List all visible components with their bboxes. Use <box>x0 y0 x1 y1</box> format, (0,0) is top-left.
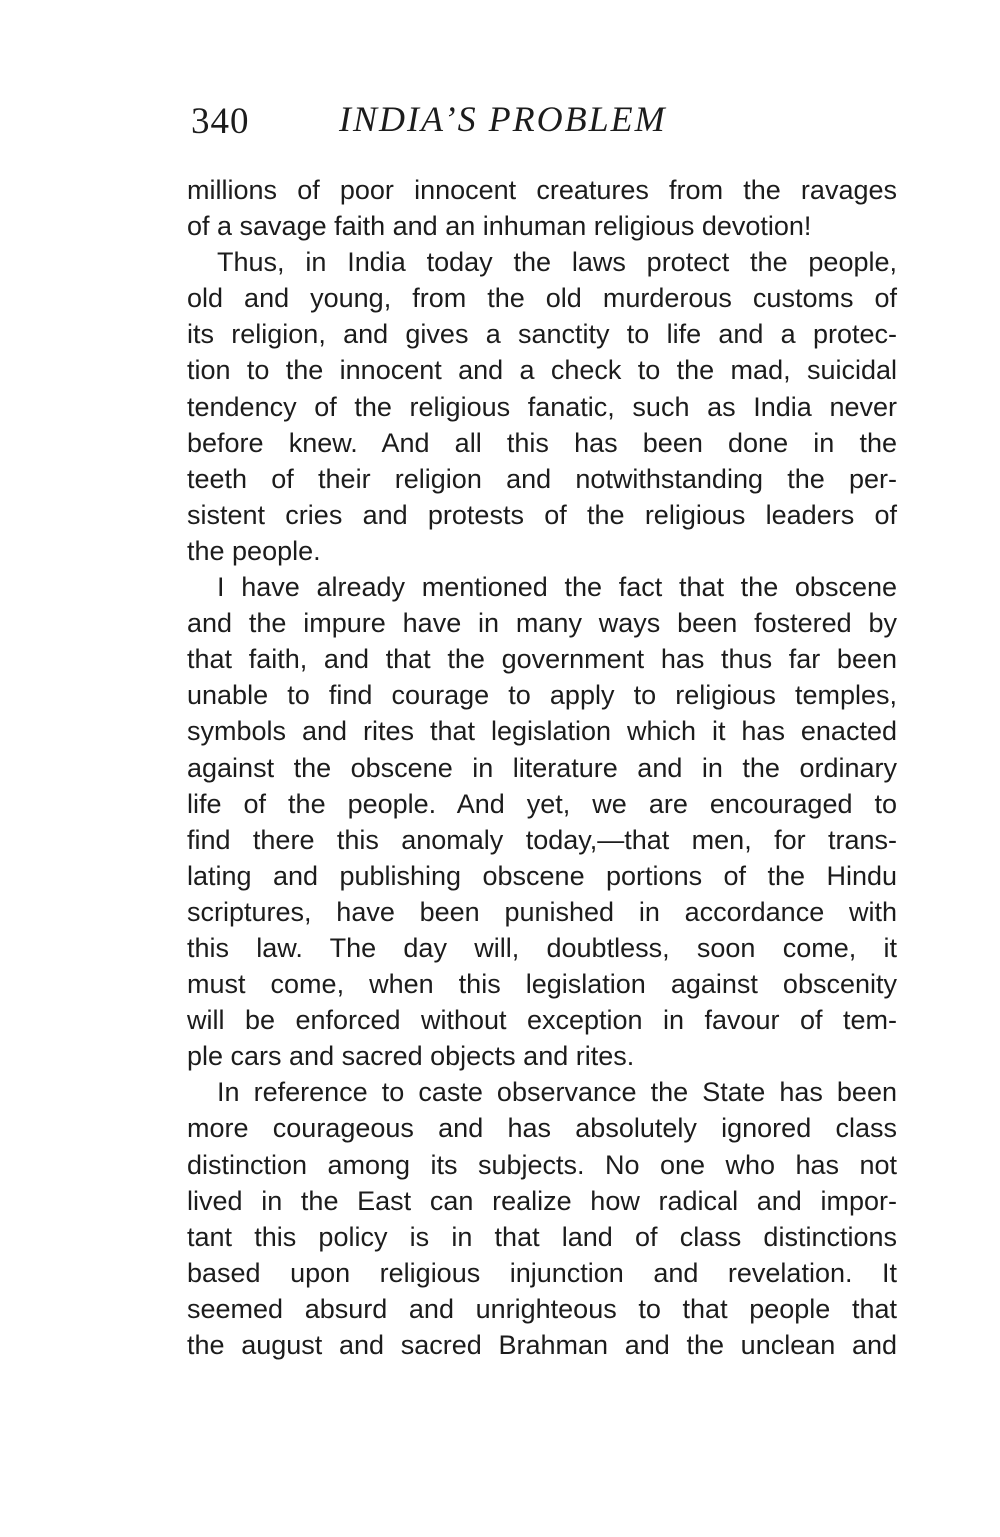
text-line: the august and sacred Brahman and the unclean and <box>187 1330 897 1360</box>
text-line: scriptures, have been punished in accordance with <box>187 896 897 927</box>
text-line: tant this policy is in that land of class distinctions <box>187 1221 897 1252</box>
paragraph-4 <box>187 1074 897 1363</box>
text-line: sistent cries and protests of the religious leaders of <box>187 499 897 530</box>
text-line: and the impure have in many ways been fostered by <box>187 608 897 639</box>
text-line: will be enforced without exception in favour of tem- <box>187 1005 897 1036</box>
paragraph-2 <box>187 244 897 569</box>
text-line: symbols and rites that legislation which it has enacted <box>187 716 897 747</box>
running-title: INDIA’S PROBLEM <box>339 99 667 139</box>
text-line: more courageous and has absolutely ignored class <box>187 1113 897 1144</box>
page-number: 340 <box>191 101 250 142</box>
text-line: unable to find courage to apply to religious temples, <box>187 680 897 711</box>
text-line: against the obscene in literature and in the ordinary <box>187 752 897 783</box>
text-line: distinction among its subjects. No one who has not <box>187 1149 897 1180</box>
text-line: of a savage faith and an inhuman religious devotion! <box>187 211 812 242</box>
text-line: lating and publishing obscene portions of the Hindu <box>187 860 897 891</box>
text-line: I have already mentioned the fact that the obscene <box>217 572 897 603</box>
text-line: ple cars and sacred objects and rites. <box>187 1041 635 1072</box>
text-line: old and young, from the old murderous customs of <box>187 283 897 314</box>
running-head <box>187 98 897 150</box>
text-line: tion to the innocent and a check to the mad, suicidal <box>187 355 897 386</box>
text-line: life of the people. And yet, we are encouraged to <box>187 788 897 819</box>
paragraph-3 <box>187 569 897 1074</box>
paragraph-1 <box>187 172 897 244</box>
book-page <box>187 98 897 1363</box>
text-line: must come, when this legislation against obscenity <box>187 969 897 1000</box>
text-line: seemed absurd and unrighteous to that people that <box>187 1293 897 1324</box>
text-line: millions of poor innocent creatures from the ravages <box>187 175 897 205</box>
text-line: that faith, and that the government has thus far been <box>187 644 897 675</box>
text-line: Thus, in India today the laws protect the people, <box>217 247 897 278</box>
text-line: its religion, and gives a sanctity to life and a protec- <box>187 319 897 350</box>
text-line: before knew. And all this has been done in the <box>187 427 897 458</box>
text-line: based upon religious injunction and revelation. It <box>187 1257 897 1288</box>
text-line: tendency of the religious fanatic, such as India never <box>187 391 897 422</box>
text-line: the people. <box>187 535 321 566</box>
text-line: find there this anomaly today,—that men, for trans- <box>187 824 897 855</box>
text-line: teeth of their religion and notwithstanding the per- <box>187 463 897 494</box>
text-line: In reference to caste observance the State has been <box>217 1077 897 1108</box>
text-line: this law. The day will, doubtless, soon come, it <box>187 932 897 963</box>
page-body <box>187 172 897 1363</box>
text-line: lived in the East can realize how radical and impor- <box>187 1185 897 1216</box>
